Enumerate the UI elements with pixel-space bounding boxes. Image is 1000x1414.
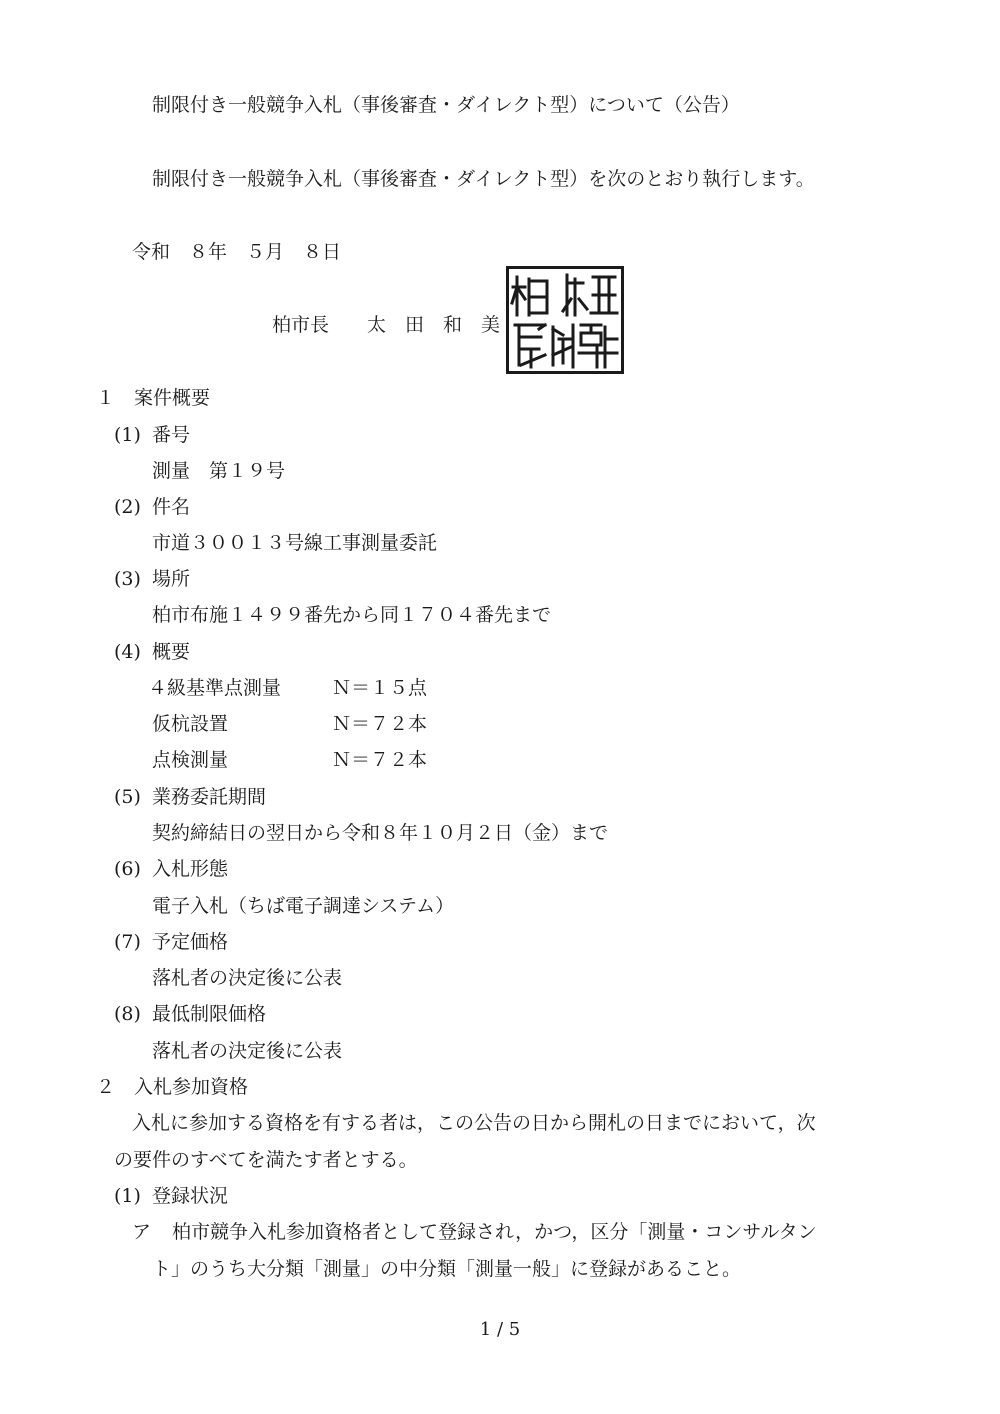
item-8-title: 最低制限価格: [152, 1003, 267, 1025]
item-1-title: 番号: [152, 424, 191, 446]
section-2-paragraph-line-2: の要件のすべてを満たす者とする。: [114, 1149, 418, 1171]
item-5-body: 契約締結日の翌日から令和８年１０月２日（金）まで: [152, 822, 609, 844]
item-7-title: 予定価格: [152, 931, 229, 953]
item-2-label: (2): [114, 496, 141, 518]
item-1-label: (1): [114, 424, 141, 446]
issue-date: 令和 ８年 ５月 ８日: [132, 241, 342, 263]
overview-row-quantity: Ｎ＝７２本: [332, 713, 428, 735]
section-2-heading: ２ 入札参加資格: [96, 1076, 249, 1098]
sub-1-title: 登録状況: [152, 1185, 229, 1207]
item-8-label: (8): [114, 1003, 141, 1025]
item-7-label: (7): [114, 931, 141, 953]
item-8-body: 落札者の決定後に公表: [152, 1040, 343, 1062]
intro-text: 制限付き一般競争入札（事後審査・ダイレクト型）を次のとおり執行します。: [152, 168, 815, 190]
item-2-title: 件名: [152, 496, 191, 518]
sub-1-label: (1): [114, 1185, 141, 1207]
item-6-body: 電子入札（ちば電子調達システム）: [152, 895, 455, 917]
overview-row-name: ４級基準点測量: [148, 677, 282, 699]
item-a-label: ア: [132, 1221, 152, 1243]
item-6-title: 入札形態: [152, 858, 229, 880]
item-4-title: 概要: [152, 641, 191, 663]
section-2-paragraph-line-1: 入札に参加する資格を有する者は，この公告の日から開札の日までにおいて，次: [132, 1112, 816, 1134]
item-6-label: (6): [114, 858, 141, 880]
issuer-name: 柏市長 太 田 和 美: [272, 314, 501, 336]
overview-row-quantity: Ｎ＝１５点: [332, 677, 428, 699]
item-3-body: 柏市布施１４９９番先から同１７０４番先まで: [152, 604, 552, 626]
item-2-body: 市道３００１３号線工事測量委託: [152, 532, 438, 554]
overview-row-name: 点検測量: [152, 749, 229, 771]
item-5-label: (5): [114, 786, 141, 808]
document-title: 制限付き一般競争入札（事後審査・ダイレクト型）について（公告）: [152, 94, 740, 116]
section-1-heading: １ 案件概要: [96, 387, 211, 409]
overview-row-quantity: Ｎ＝７２本: [332, 749, 428, 771]
page-number: 1 / 5: [479, 1319, 521, 1340]
item-3-label: (3): [114, 568, 141, 590]
overview-row-name: 仮杭設置: [152, 713, 229, 735]
item-a-line-2: ト」のうち大分類「測量」の中分類「測量一般」に登録があること。: [152, 1258, 742, 1280]
item-3-title: 場所: [152, 568, 191, 590]
official-seal-stamp: [506, 266, 624, 374]
item-1-body: 測量 第１９号: [152, 460, 286, 482]
item-7-body: 落札者の決定後に公表: [152, 967, 343, 989]
item-4-label: (4): [114, 641, 141, 663]
item-5-title: 業務委託期間: [152, 786, 267, 808]
item-a-line-1: 柏市競争入札参加資格者として登録され，かつ，区分「測量・コンサルタン: [172, 1221, 817, 1243]
